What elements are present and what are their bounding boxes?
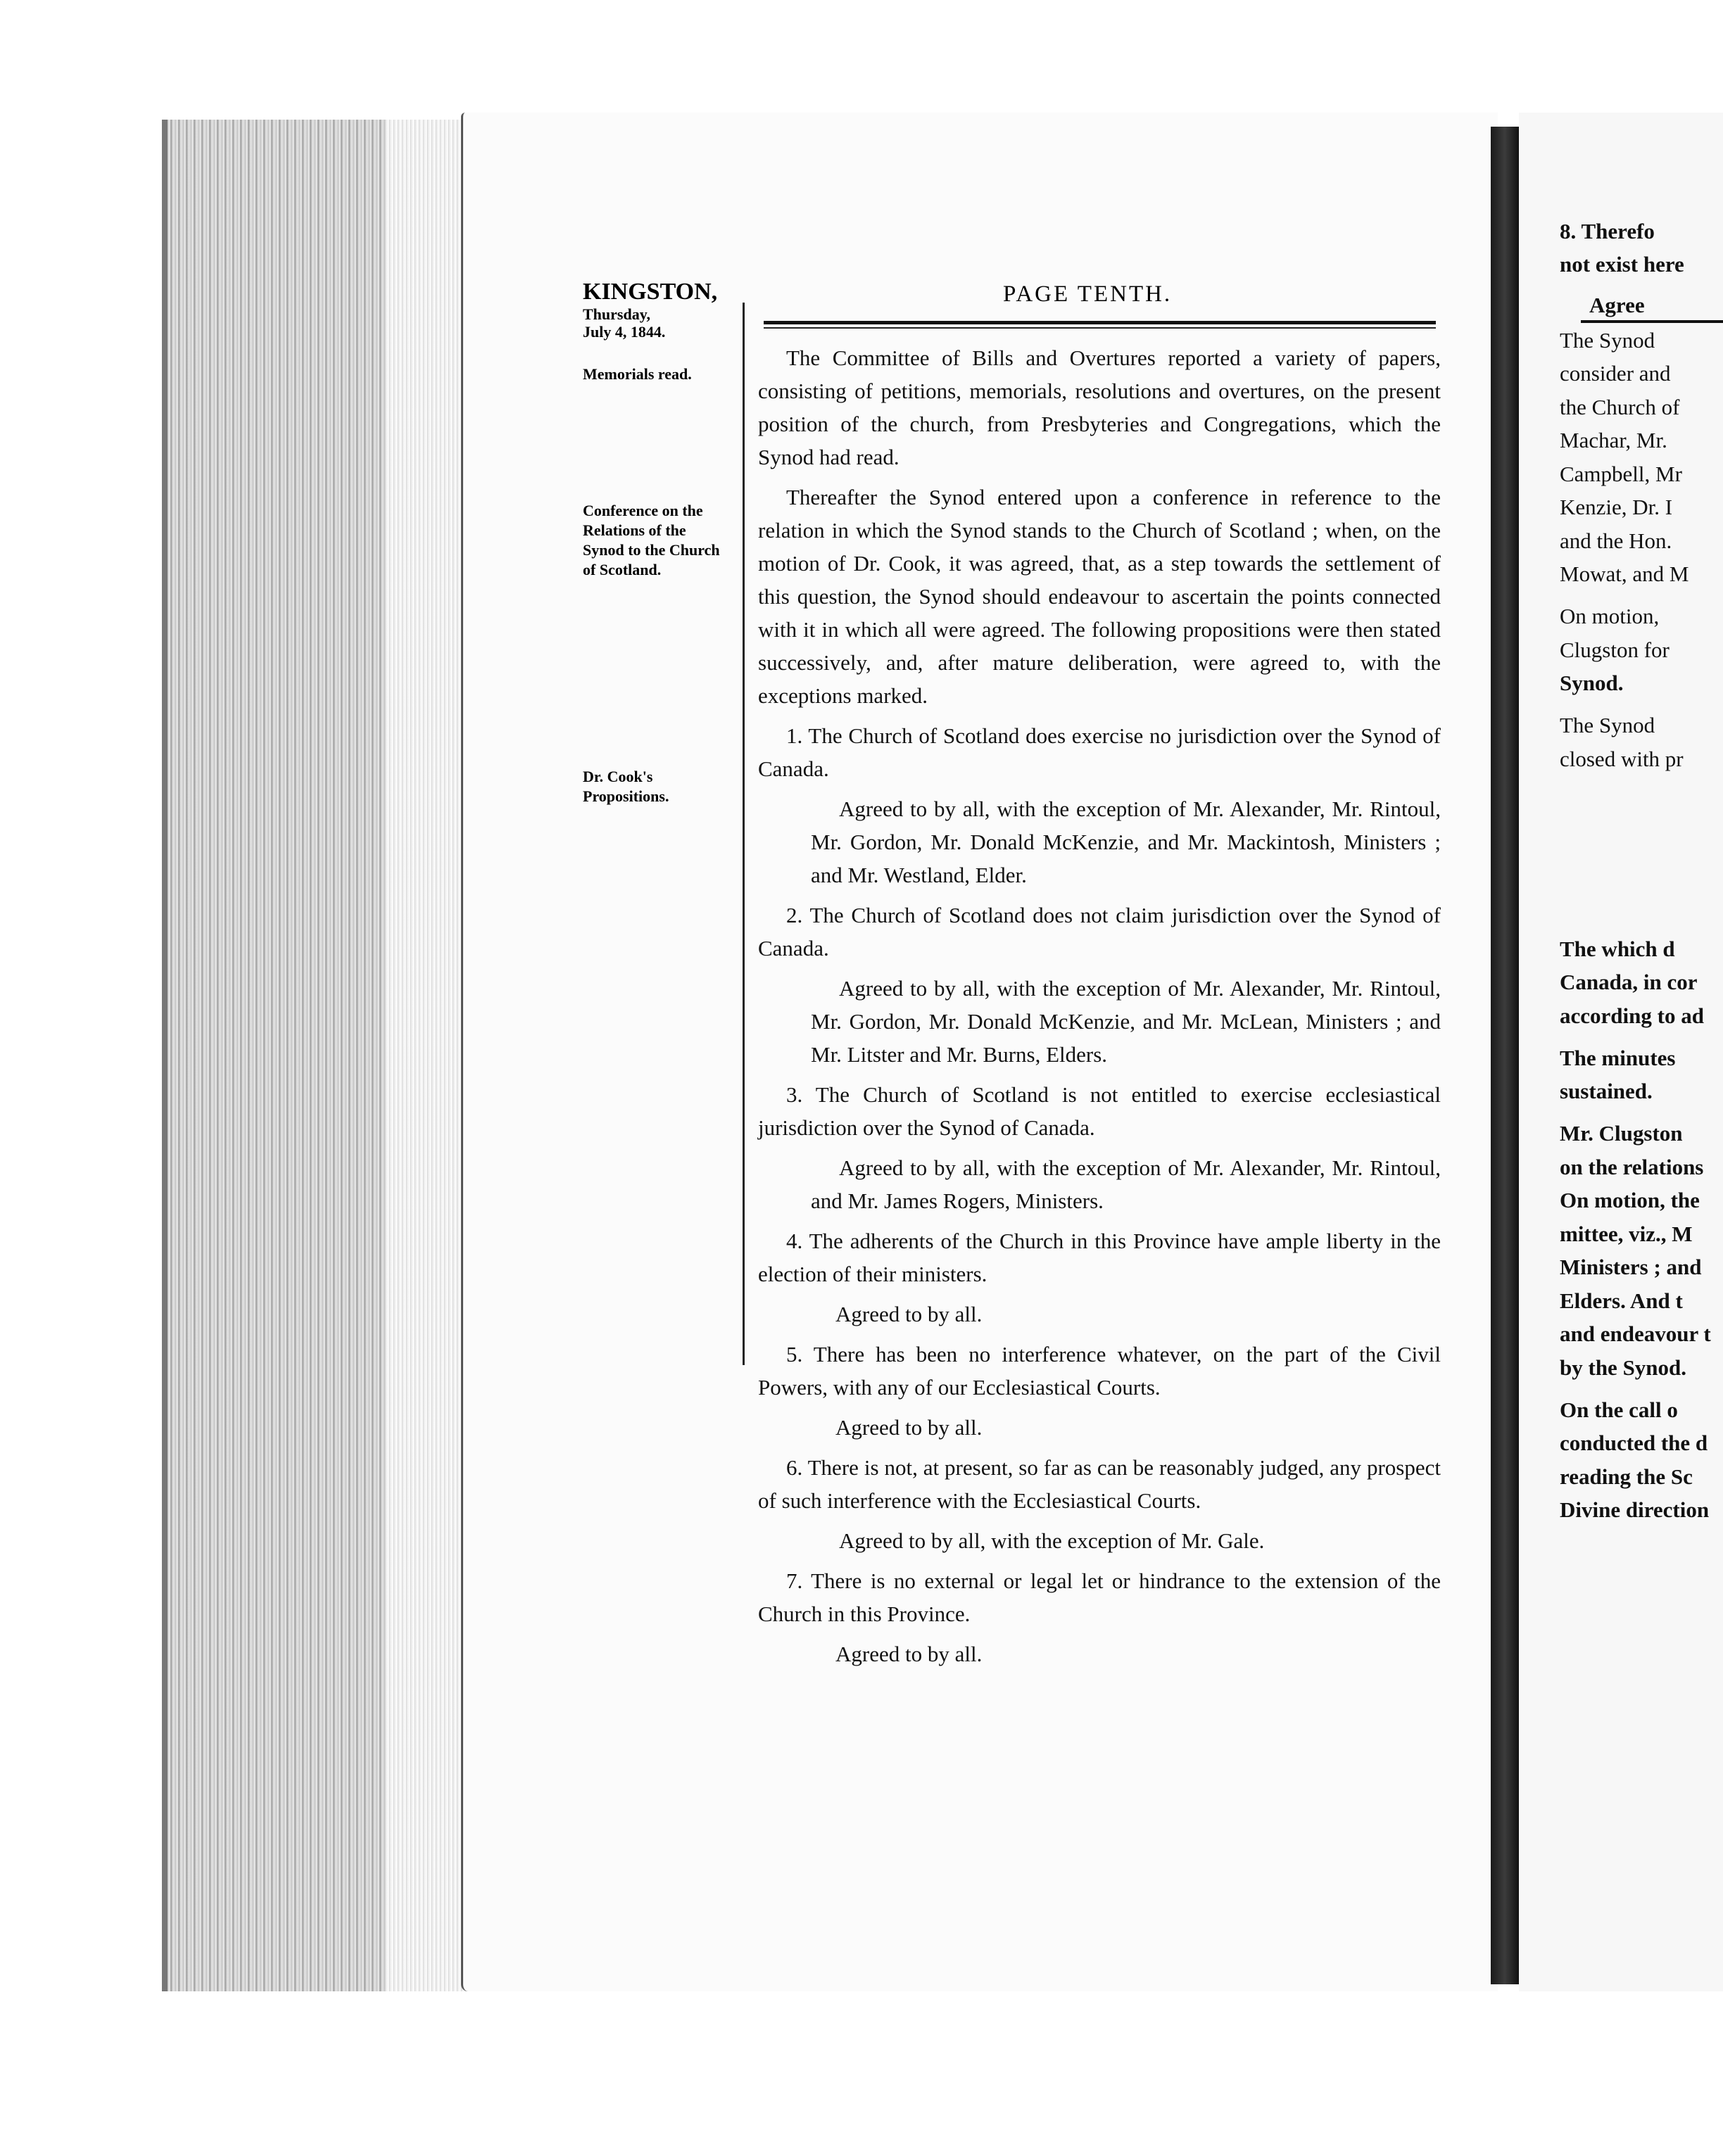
proposition-5-vote: Agreed to by all.	[835, 1415, 983, 1440]
margin-day: Thursday,	[583, 305, 650, 323]
proposition-7: 7. There is no external or legal let or hindrance to the extension of the Church in this Province.	[758, 1568, 1441, 1626]
proposition-1: 1. The Church of Scotland does exercise no jurisdiction over the Synod of Canada.	[758, 723, 1441, 781]
facing-line: Mr. Clugston	[1560, 1121, 1683, 1146]
proposition-6-vote: Agreed to by all, with the exception of Mr. Gale.	[839, 1528, 1265, 1553]
proposition-5: 5. There has been no interference whatever, on the part of the Civil Powers, with any of our Ecclesiastical Courts.	[758, 1342, 1441, 1400]
facing-line: according to ad	[1560, 1003, 1704, 1028]
paragraph-conference: Thereafter the Synod entered upon a conference in reference to the relation in which the Synod stands to the Church of Scotland ; when, on the motion of Dr. Cook, it was agreed, that, as a step towards the settlement of this question, the Synod should endeavour to ascertain the points connected with it in which all were agreed. The following propositions were then stated successively, and, after mature deliberation, were agreed to, with the exceptions marked.	[758, 485, 1441, 708]
proposition-2-vote: Agreed to by all, with the exception of Mr. Alexander, Mr. Rintoul, Mr. Gordon, Mr. Donald McKenzie, and Mr. McLean, Ministers ; and Mr. Litster and Mr. Burns, Elders.	[811, 976, 1441, 1067]
facing-line: The minutes	[1560, 1046, 1676, 1070]
facing-line: conducted the d	[1560, 1431, 1708, 1455]
facing-line: mittee, viz., M	[1560, 1222, 1693, 1246]
facing-line: Kenzie, Dr. I	[1560, 495, 1673, 519]
facing-line: The Synod	[1560, 328, 1655, 353]
facing-line: Campbell, Mr	[1560, 462, 1682, 486]
proposition-1-vote: Agreed to by all, with the exception of Mr. Alexander, Mr. Rintoul, Mr. Gordon, Mr. Donald McKenzie, and Mr. Mackintosh, Ministers ; and Mr. Westland, Elder.	[811, 797, 1441, 887]
facing-line: sustained.	[1560, 1079, 1653, 1103]
proposition-4-vote: Agreed to by all.	[835, 1302, 983, 1326]
facing-line: Synod.	[1560, 671, 1624, 695]
header-rule-thin	[764, 327, 1436, 329]
facing-line: Canada, in cor	[1560, 970, 1698, 994]
margin-column-line	[743, 303, 745, 1365]
proposition-3-vote: Agreed to by all, with the exception of Mr. Alexander, Mr. Rintoul, and Mr. James Rogers, Ministers.	[811, 1155, 1441, 1213]
facing-line: Clugston for	[1560, 638, 1670, 662]
facing-line: not exist here	[1560, 252, 1684, 277]
facing-line: On motion,	[1560, 604, 1660, 628]
proposition-6: 6. There is not, at present, so far as can be reasonably judged, any prospect of such interference with the Ecclesiastical Courts.	[758, 1455, 1441, 1513]
facing-line: on the relations	[1560, 1155, 1704, 1179]
facing-line: Agree	[1589, 293, 1645, 317]
facing-line: and the Hon.	[1560, 528, 1672, 553]
margin-note-conference: Conference on the Relations of the Synod to the Church of Scotland.	[583, 502, 720, 578]
page-edges-shade	[386, 120, 470, 1991]
paragraph-memorials: The Committee of Bills and Overtures reported a variety of papers, consisting of petitions, memorials, resolutions and overtures, on the present position of the church, from Presbyteries and Congregations, which the Synod had read.	[758, 345, 1441, 469]
proposition-4: 4. The adherents of the Church in this Province have ample liberty in the election of their ministers.	[758, 1229, 1441, 1286]
facing-line: the Church of	[1560, 395, 1680, 419]
facing-line: Machar, Mr.	[1560, 428, 1667, 452]
book-gutter	[1491, 127, 1519, 1984]
facing-line: On the call o	[1560, 1397, 1678, 1422]
facing-line: Elders. And t	[1560, 1288, 1683, 1313]
propositions-list	[758, 719, 1441, 1670]
margin-city: KINGSTON,	[583, 279, 718, 305]
proposition-2: 2. The Church of Scotland does not claim jurisdiction over the Synod of Canada.	[758, 903, 1441, 960]
facing-line: The Synod	[1560, 713, 1655, 737]
proposition-7-vote: Agreed to by all.	[835, 1642, 983, 1666]
facing-line: 8. Therefo	[1560, 219, 1655, 243]
facing-line: by the Synod.	[1560, 1355, 1687, 1380]
facing-line: Mowat, and M	[1560, 562, 1689, 586]
margin-note-memorials: Memorials read.	[583, 365, 692, 383]
page-title: PAGE TENTH.	[1003, 281, 1173, 307]
facing-line: Divine direction	[1560, 1497, 1710, 1522]
margin-dateline	[583, 279, 752, 341]
margin-note-propositions: Dr. Cook's Propositions.	[583, 768, 669, 805]
page-edges	[162, 120, 470, 1991]
facing-line: consider and	[1560, 361, 1671, 386]
facing-line: On motion, the	[1560, 1188, 1700, 1212]
facing-line: The which d	[1560, 937, 1675, 961]
margin-date: July 4, 1844.	[583, 323, 666, 341]
facing-line: closed with pr	[1560, 747, 1684, 771]
header-rule	[764, 321, 1436, 324]
facing-page	[1519, 113, 1723, 1991]
page-body	[758, 341, 1441, 1678]
facing-line: Ministers ; and	[1560, 1255, 1702, 1279]
facing-line: and endeavour t	[1560, 1321, 1711, 1346]
proposition-3: 3. The Church of Scotland is not entitled to exercise ecclesiastical jurisdiction over the Synod of Canada.	[758, 1082, 1441, 1140]
facing-line: reading the Sc	[1560, 1464, 1693, 1489]
